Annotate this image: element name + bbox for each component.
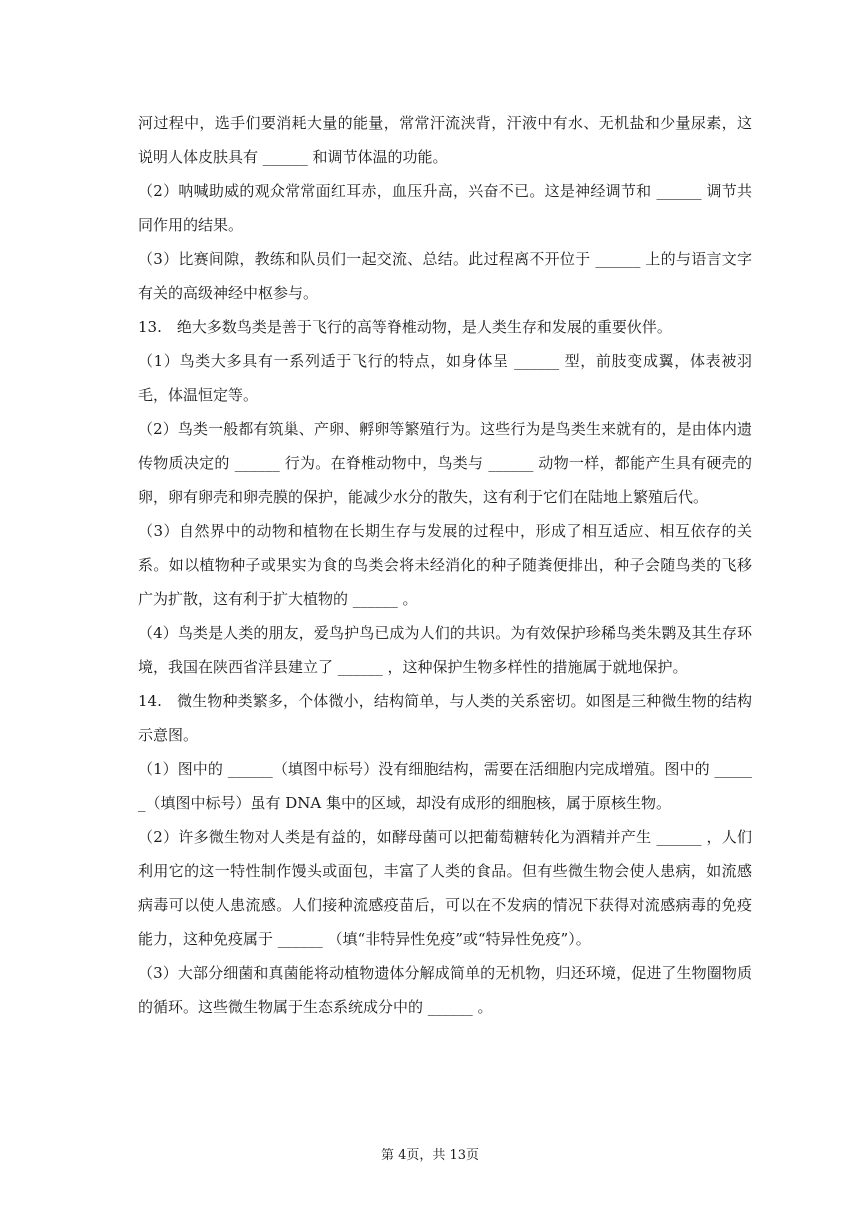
document-body — [138, 106, 752, 1024]
q12-stem-continuation: 河过程中，选手们要消耗大量的能量，常常汗流浃背，汗液中有水、无机盐和少量尿素，这说明人体皮肤具有 ______ 和调节体温的功能。 — [138, 114, 752, 166]
q13-part-2: （2）鸟类一般都有筑巢、产卵、孵卵等繁殖行为。这些行为是鸟类生来就有的，是由体内遗传物质决定的 ______ 行为。在脊椎动物中，鸟类与 ______ 动物一样，都能产生具有硬壳的卵，卵有卵壳和卵壳膜的保护，能减少水分的散失，这有利于它们在陆地上繁殖后代。 — [138, 420, 752, 506]
q14-stem: 14. 微生物种类繁多，个体微小，结构简单，与人类的关系密切。如图是三种微生物的结构示意图。 — [138, 692, 752, 744]
q13-stem: 13. 绝大多数鸟类是善于飞行的高等脊椎动物，是人类生存和发展的重要伙伴。 — [138, 318, 672, 336]
q14-part-3: （3）大部分细菌和真菌能将动植物遗体分解成简单的无机物，归还环境，促进了生物圈物质的循环。这些微生物属于生态系统成分中的 ______ 。 — [138, 964, 752, 1016]
q13-part-4: （4）鸟类是人类的朋友，爱鸟护鸟已成为人们的共识。为有效保护珍稀鸟类朱鹮及其生存环境，我国在陕西省洋县建立了 ______ ，这种保护生物多样性的措施属于就地保护。 — [138, 624, 752, 676]
q14-part-2: （2）许多微生物对人类是有益的，如酵母菌可以把葡萄糖转化为酒精并产生 ______ ，人们利用它的这一特性制作馒头或面包，丰富了人类的食品。但有些微生物会使人患病，如流感病毒可以使人患流感。人们接种流感疫苗后，可以在不发病的情况下获得对流感病毒的免疫能力，这种免疫属于 ______ （填“非特异性免疫”或“特异性免疫”）。 — [138, 828, 752, 948]
q12-part-3: （3）比赛间隙，教练和队员们一起交流、总结。此过程离不开位于 ______ 上的与语言文字有关的高级神经中枢参与。 — [138, 250, 752, 302]
q13-part-1: （1）鸟类大多具有一系列适于飞行的特点，如身体呈 ______ 型，前肢变成翼，体表被羽毛，体温恒定等。 — [138, 352, 752, 404]
q12-part-2: （2）呐喊助威的观众常常面红耳赤，血压升高，兴奋不已。这是神经调节和 ______ 调节共同作用的结果。 — [138, 182, 752, 234]
q14-part-1: （1）图中的 ______（填图中标号）没有细胞结构，需要在活细胞内完成增殖。图中的 ______（填图中标号）虽有 DNA 集中的区域，却没有成形的细胞核，属于原核生物。 — [138, 760, 752, 812]
page-number-footer: 第 4页，共 13页 — [380, 1148, 480, 1163]
q13-part-3: （3）自然界中的动物和植物在长期生存与发展的过程中，形成了相互适应、相互依存的关系。如以植物种子或果实为食的鸟类会将未经消化的种子随粪便排出，种子会随鸟类的飞移广为扩散，这有利于扩大植物的 ______ 。 — [138, 522, 752, 608]
